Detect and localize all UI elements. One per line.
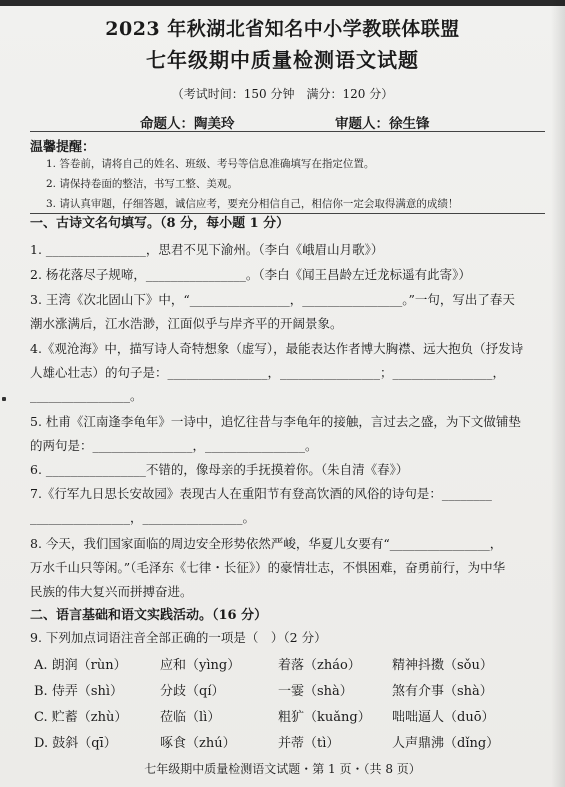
option-a-word3: 着落（zháo） <box>278 658 361 673</box>
q7-line: 7.《行军九日思长安故园》表现古人在重阳节有登高饮酒的风俗的诗句是：________ <box>30 486 492 501</box>
option-d-word2: 啄食（zhú） <box>160 736 236 751</box>
option-d-word4: 人声鼎沸（dǐng） <box>392 736 500 751</box>
q9-stem: 9. 下列加点词语注音全部正确的一项是（ ）（2 分） <box>30 630 327 645</box>
page-edge-shadow <box>551 0 565 787</box>
q4-line-end: ________________。 <box>30 388 143 403</box>
exam-info: （考试时间：150 分钟 满分：120 分） <box>171 87 394 101</box>
q5-line: 5. 杜甫《江南逢李龟年》一诗中，追忆往昔与李龟年的接触，言过去之盛，为下文做铺垫 <box>30 414 521 429</box>
option-c-word1: C. 贮蓄（zhù） <box>34 710 128 725</box>
header-divider <box>30 131 545 132</box>
top-shadow-band <box>0 0 565 6</box>
setter-name: 命题人：陶美玲 <box>140 116 235 132</box>
option-a-word2: 应和（yìng） <box>160 658 241 673</box>
section2-heading: 二、语言基础和语文实践活动。（16 分） <box>30 608 268 623</box>
option-d-word1: D. 鼓斜（qī） <box>34 736 117 751</box>
notice-heading: 温馨提醒： <box>30 140 96 155</box>
q8-line-cont: 万水千山只等闲。”（毛泽东《七律・长征》）的豪情壮志，不惧困难，奋勇前行，为中华 <box>30 560 506 575</box>
option-b-word3: 一霎（shà） <box>278 684 353 699</box>
option-a-word4: 精神抖擞（sǒu） <box>392 658 493 673</box>
option-c-word4: 咄咄逼人（duō） <box>392 710 495 725</box>
option-b-word1: B. 侍弄（shì） <box>34 684 124 699</box>
notice-item-1: 1. 答卷前，请将自己的姓名、班级、考号等信息准确填写在指定位置。 <box>46 158 375 170</box>
reviewer-name: 审题人：徐生锋 <box>335 116 430 132</box>
option-a-word1: A. 朗润（rùn） <box>34 658 127 673</box>
q3-line-cont: 潮水涨满后，江水浩渺，江面似乎与岸齐平的开阔景象。 <box>30 316 343 331</box>
notice-item-3: 3. 请认真审题，仔细答题，诚信应考，要充分相信自己，相信你一定会取得满意的成绩！ <box>46 198 459 210</box>
option-b-word2: 分歧（qí） <box>160 684 225 699</box>
margin-dot <box>2 397 6 401</box>
section1-heading: 一、古诗文名句填写。（8 分，每小题 1 分） <box>30 216 290 231</box>
option-c-word2: 莅临（lì） <box>160 710 221 725</box>
q4-line-cont: 人雄心壮志）的句子是：________________，________________；________________， <box>30 365 506 380</box>
q2-line: 2. 杨花落尽子规啼，________________。（李白《闻王昌龄左迁龙标遥有此寄》） <box>30 267 471 282</box>
option-c-word3: 粗犷（kuǎng） <box>278 710 371 725</box>
q1-line: 1. ________________，思君不见下渝州。（李白《峨眉山月歌》） <box>30 242 384 257</box>
page-footer: 七年级期中质量检测语文试题・第 1 页・（共 8 页） <box>144 762 421 776</box>
exam-title-line2: 七年级期中质量检测语文试题 <box>146 48 419 72</box>
notice-item-2: 2. 请保持卷面的整洁，书写工整、美观。 <box>46 178 238 190</box>
q7-line-cont: ________________，________________。 <box>30 510 256 525</box>
q8-line: 8. 今天，我们国家面临的周边安全形势依然严峻，华夏儿女要有“________________， <box>30 536 503 551</box>
q4-line: 4.《观沧海》中，描写诗人奇特想象（虚写），最能表达作者博大胸襟、远大抱负（抒发诗 <box>30 341 524 356</box>
q5-line-cont: 的两句是：________________，________________。 <box>30 438 318 453</box>
q3-line: 3. 王湾《次北固山下》中，“________________，________________。”一句，写出了春天 <box>30 292 515 307</box>
option-b-word4: 煞有介事（shà） <box>392 684 493 699</box>
exam-title-line1: 2023 年秋湖北省知名中小学教联体联盟 <box>105 18 460 40</box>
q8-line-end: 民族的伟大复兴而拼搏奋进。 <box>30 584 193 599</box>
q6-line: 6. ________________不错的，像母亲的手抚摸着你。（朱自清《春》） <box>30 462 409 477</box>
option-d-word3: 并蒂（tì） <box>278 736 340 751</box>
